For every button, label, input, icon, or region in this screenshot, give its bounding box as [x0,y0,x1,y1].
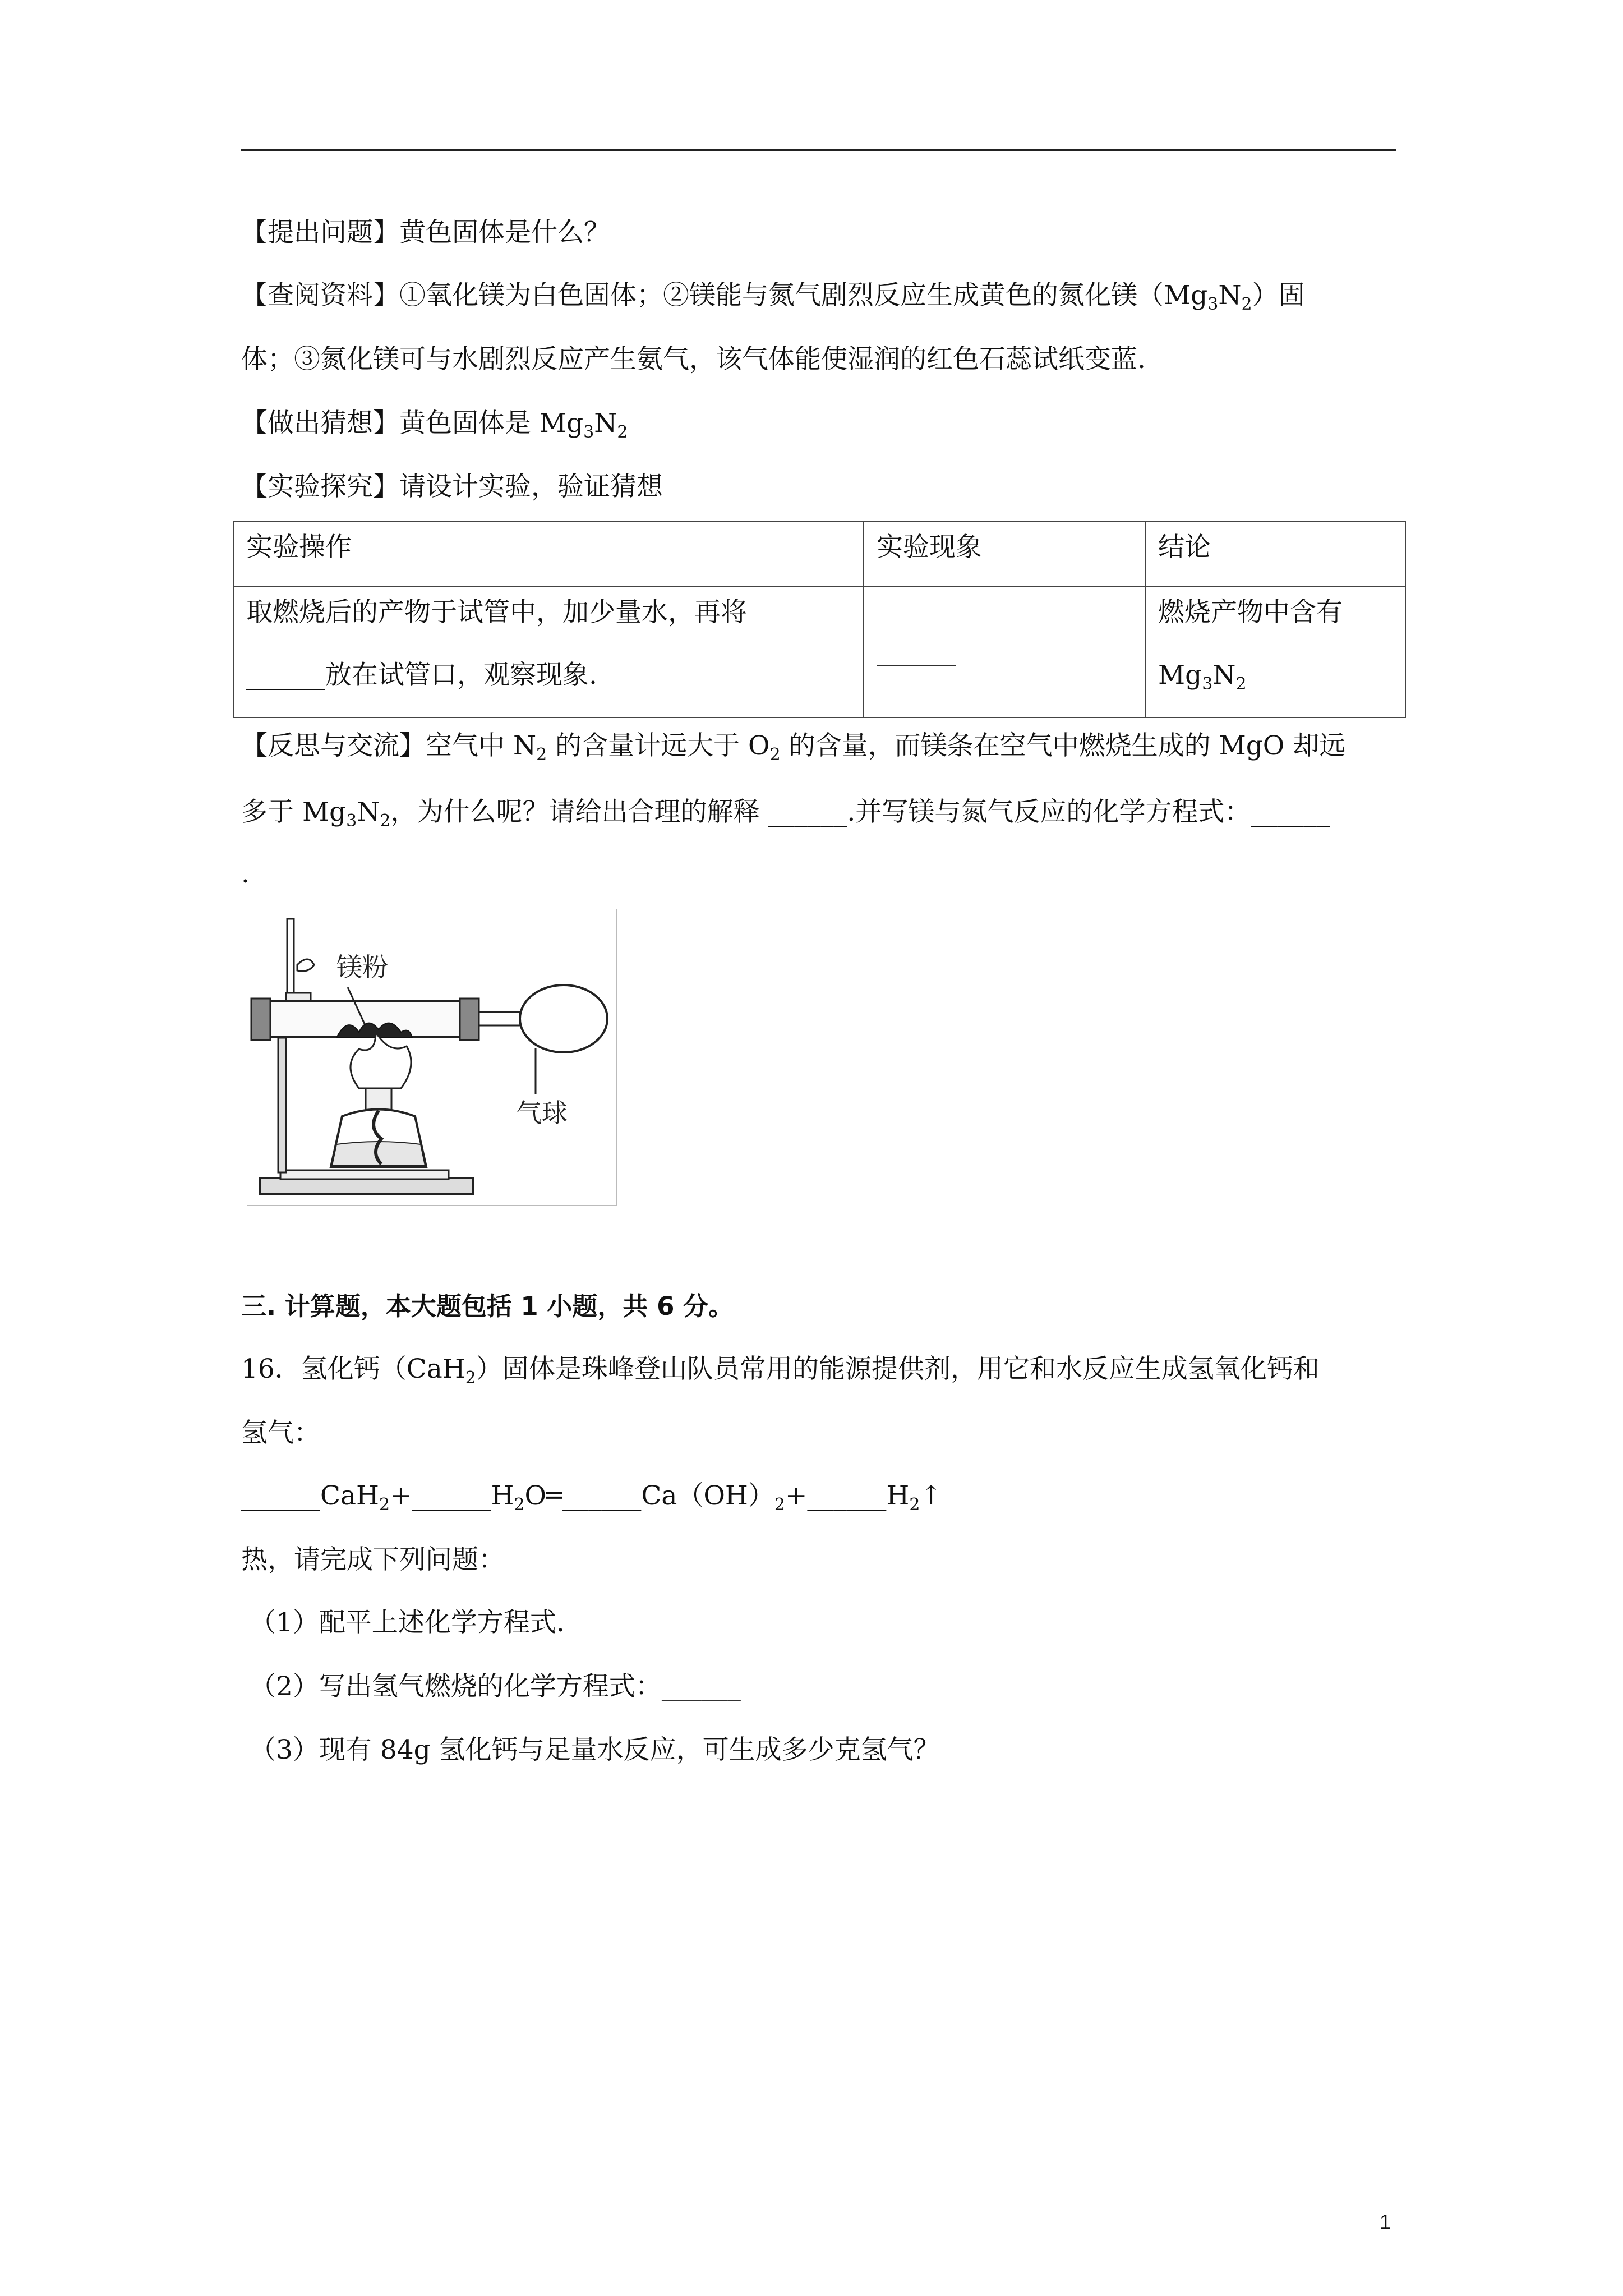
balloon [520,985,607,1052]
table-header-row [233,521,1405,586]
operation-line-2: ______放在试管口，观察现象. [246,660,597,691]
reference-line-2: 体；③氮化镁可与水剧烈反应产生氨气，该气体能使湿润的红色石蕊试纸变蓝. [241,344,1146,375]
label-powder: 镁粉 [336,952,388,982]
left-stopper [251,999,270,1040]
subscript: 3 [346,811,357,831]
q16-line-2: 氢气： [241,1418,320,1448]
question-line [241,216,610,250]
reflect-line-1 [241,729,1345,763]
subscript: 2 [909,1495,920,1515]
reflect-text-a: 空气中 N [426,730,537,761]
subscript: 2 [465,1368,476,1388]
q16-line-1 [241,1352,1320,1386]
guess-text-b: N [594,408,617,439]
subscript: 3 [1202,674,1213,694]
subscript: 2 [536,745,547,765]
apparatus-figure [247,909,617,1206]
eq-part-d: +______H [785,1480,910,1511]
cell-phenomenon [864,586,1145,717]
right-stopper [460,999,479,1040]
question-label: 【提出问题】 [241,217,399,248]
guess-line [241,407,628,440]
table-row [233,586,1405,717]
explore-label: 【实验探究】 [241,471,399,502]
stand-base [260,1178,473,1194]
equation-line [241,1479,942,1513]
subscript: 2 [379,1495,390,1515]
reference-label: 【查阅资料】 [241,280,399,311]
q16-text-a: 16．氢化钙（CaH [241,1354,465,1384]
conclusion-line-2 [1158,659,1393,692]
reference-line-1 [241,279,1305,312]
eq-part-b: +______H [390,1480,514,1511]
conclusion-text-b: N [1212,660,1236,691]
sub-question-1: （1）配平上述化学方程式. [250,1607,565,1638]
header-conclusion: 结论 [1145,521,1405,586]
cell-conclusion [1145,586,1405,717]
reflect-line-2 [241,795,1330,829]
figure-frame [247,909,617,1206]
conclusion-text-a: Mg [1158,660,1202,691]
reflect-text-c: 的含量，而镁条在空气中燃烧生成的 MgO 却远 [780,730,1346,761]
eq-part-c: O═______Ca（OH） [524,1480,774,1511]
reflect-line-3: . [241,858,250,889]
subscript: 2 [774,1495,785,1515]
subscript: 2 [617,422,628,442]
subscript: 2 [514,1495,525,1515]
up-arrow-icon: ↑ [920,1480,942,1511]
reference-text-a: ①氧化镁为白色固体；②镁能与氮气剧烈反应生成黄色的氮化镁（Mg [399,280,1208,311]
heat-line: 热，请完成下列问题： [241,1544,505,1575]
reflect-text-e: N [357,797,380,827]
guess-text-a: 黄色固体是 Mg [399,408,584,439]
sub-question-2: （2）写出氢气燃烧的化学方程式：______ [250,1671,741,1702]
reflect-text-f: ，为什么呢？请给出合理的解释 ______.并写镁与氮气反应的化学方程式：______ [390,797,1330,827]
reflect-text-d: 多于 Mg [241,797,347,827]
explore-line [241,470,663,504]
subscript: 2 [1241,295,1252,314]
subscript: 3 [1207,295,1219,314]
label-balloon: 气球 [516,1098,568,1128]
subscript: 2 [380,811,391,831]
reflect-label: 【反思与交流】 [241,730,426,761]
page-number: 1 [1380,2210,1391,2233]
stand-plate [280,1170,449,1179]
part3-heading: 三. 计算题，本大题包括 1 小题，共 6 分。 [241,1291,734,1321]
header-rule [241,149,1396,151]
subscript: 2 [1235,674,1247,694]
header-phenomenon: 实验现象 [864,521,1145,586]
reference-text-b: N [1218,280,1242,311]
operation-line-1: 取燃烧后的产物于试管中，加少量水，再将 [246,597,747,628]
header-operation: 实验操作 [233,521,864,586]
phenomenon-blank: ______ [877,636,956,667]
conclusion-line-1: 燃烧产物中含有 [1158,597,1343,628]
burner-neck [366,1088,391,1111]
subscript: 3 [583,422,594,442]
explore-text: 请设计实验，验证猜想 [399,471,663,502]
clamp-rod [287,919,294,1003]
experiment-table [233,521,1406,718]
guess-label: 【做出猜想】 [241,408,399,439]
reflect-text-b: 的含量计远大于 O [547,730,770,761]
sub-question-3: （3）现有 84g 氢化钙与足量水反应，可生成多少克氢气？ [250,1734,940,1765]
cell-operation [233,586,864,717]
question-text: 黄色固体是什么？ [399,217,610,248]
stand-rod [278,1038,286,1172]
reference-text-c: ）固 [1252,280,1305,311]
eq-part-a: ______CaH [241,1480,379,1511]
q16-text-b: ）固体是珠峰登山队员常用的能源提供剂，用它和水反应生成氢氧化钙和 [476,1354,1320,1384]
subscript: 2 [769,745,781,765]
